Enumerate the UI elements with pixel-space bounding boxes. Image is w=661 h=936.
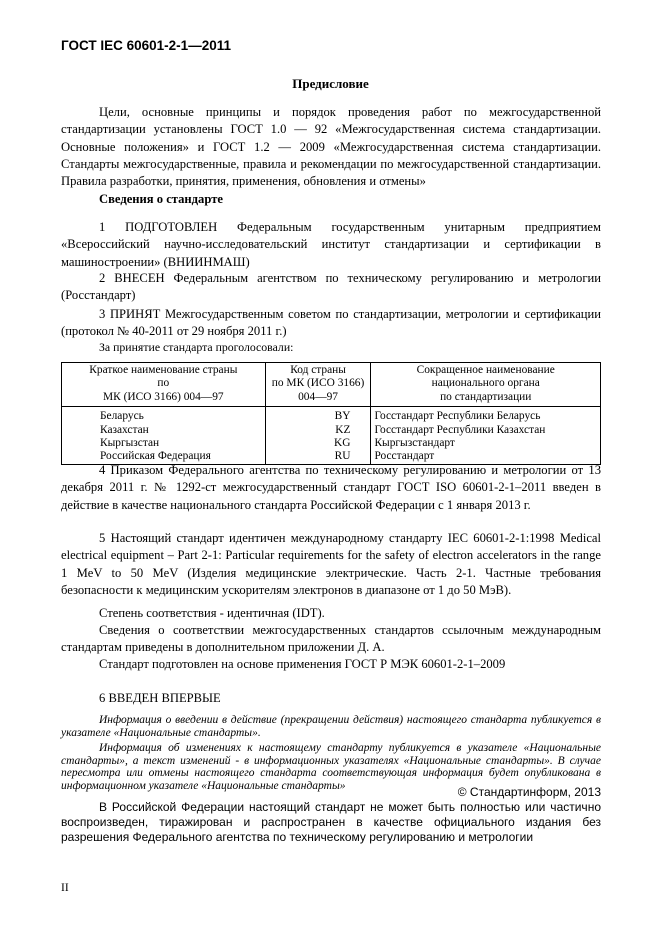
item-5-basis: Стандарт подготовлен на основе применения ГОСТ Р МЭК 60601-2-1–2009 bbox=[99, 657, 506, 671]
country-code: KZ bbox=[265, 424, 371, 437]
country-name: Беларусь bbox=[62, 407, 266, 424]
table-header-row bbox=[62, 363, 601, 407]
country-name: Кыргызстан bbox=[62, 437, 266, 450]
item-5-identical: 5 Настоящий стандарт идентичен международному стандарту IEC 60601-2-1:1998 Medical electrical equipment – Part 2-1: Particular requirements for the safety of electron accelerators in the range 1 MeV to 50 MeV (Изделия медицинские электрические. Часть 2-1. Частные требования безопасности к медицинским ускорителям электронов в диапазоне от 1 до 50 МэВ). bbox=[61, 531, 601, 597]
item-1-prepared: 1 ПОДГОТОВЛЕН Федеральным государственным унитарным предприятием «Всероссийский научно-исследовательский институт стандартизации и сертификации в машиностроении» (ВНИИНМАШ) bbox=[61, 220, 601, 269]
country-name: Казахстан bbox=[62, 424, 266, 437]
table-row bbox=[62, 437, 601, 450]
table-row bbox=[62, 424, 601, 437]
header-national-body: Сокращенное наименование национального органа по стандартизации bbox=[416, 364, 555, 403]
item-5-conformity-degree: Степень соответствия - идентичная (IDT). bbox=[99, 606, 325, 620]
country-code: BY bbox=[265, 407, 371, 424]
section-heading: Сведения о стандарте bbox=[99, 192, 223, 206]
page-title: Предисловие bbox=[292, 76, 369, 91]
voting-table bbox=[61, 362, 601, 465]
country-code: KG bbox=[265, 437, 371, 450]
item-2-introduced: 2 ВНЕСЕН Федеральным агентством по техническому регулированию и метрологии (Росстандарт) bbox=[61, 271, 601, 303]
country-code: RU bbox=[265, 450, 371, 464]
item-4-order: 4 Приказом Федерального агентства по техническому регулированию и метрологии от 13 декабря 2011 г. № 1292-ст межгосударственный стандарт ГОСТ ISO 60601-2-1–2011 введен в действие в качестве национального стандарта Российской Федерации с 1 января 2013 г. bbox=[61, 463, 601, 512]
item-3-adopted: 3 ПРИНЯТ Межгосударственным советом по стандартизации, метрологии и сертификации (протокол № 40-2011 от 29 ноября 2011 г.) bbox=[61, 307, 601, 339]
national-body: Госстандарт Республики Беларусь bbox=[374, 410, 541, 423]
intro-paragraph: Цели, основные принципы и порядок проведения работ по межгосударственной стандартизации установлены ГОСТ 1.0 — 92 «Межгосударственная система стандартизации. Основные положения» и ГОСТ 1.2 — 2009 «Межгосударственная система стандартизации. Стандарты межгосударственные, правила и рекомендации по межгосударственной стандартизации. Правила разработки, принятия, применения, обновления и отмены» bbox=[61, 105, 601, 189]
notice-changes: Информация об изменениях к настоящему стандарту публикуется в указателе «Национальные стандарты», а текст изменений - в информационных указателях «Национальные стандарты». В случае пересмотра или отмены настоящего стандарта соответствующая информация будет опубликована в информационном указателе «Национальные стандарты» bbox=[61, 742, 601, 792]
notice-introduction: Информация о введении в действие (прекращении действия) настоящего стандарта публикуется в указателе «Национальные стандарты». bbox=[61, 714, 601, 739]
vote-caption: За принятие стандарта проголосовали: bbox=[99, 340, 294, 354]
national-body: Кыргызстандарт bbox=[374, 437, 455, 450]
item-5-references: Сведения о соответствии межгосударственных стандартов ссылочным международным стандартам приведены в дополнительном приложении Д. А. bbox=[61, 623, 601, 655]
header-country-code: Код страны по МК (ИСО 3166) 004—97 bbox=[265, 363, 371, 407]
country-name: Российская Федерация bbox=[62, 450, 266, 464]
copyright: © Стандартинформ, 2013 bbox=[457, 785, 601, 799]
table-row bbox=[62, 407, 601, 424]
national-body: Росстандарт bbox=[374, 450, 435, 463]
item-6-first-introduced: 6 ВВЕДЕН ВПЕРВЫЕ bbox=[99, 691, 221, 705]
page-number: II bbox=[61, 882, 69, 894]
document-code-header: ГОСТ IEC 60601-2-1—2011 bbox=[61, 38, 231, 53]
header-country-name: Краткое наименование страны по МК (ИСО 3166) 004—97 bbox=[62, 363, 266, 407]
national-body: Госстандарт Республики Казахстан bbox=[374, 423, 546, 436]
reproduction-rights: В Российской Федерации настоящий стандарт не может быть полностью или частично воспроизведен, тиражирован и распространен в качестве официального издания без разрешения Федерального агентства по техническому регулированию и метрологии bbox=[61, 800, 601, 844]
